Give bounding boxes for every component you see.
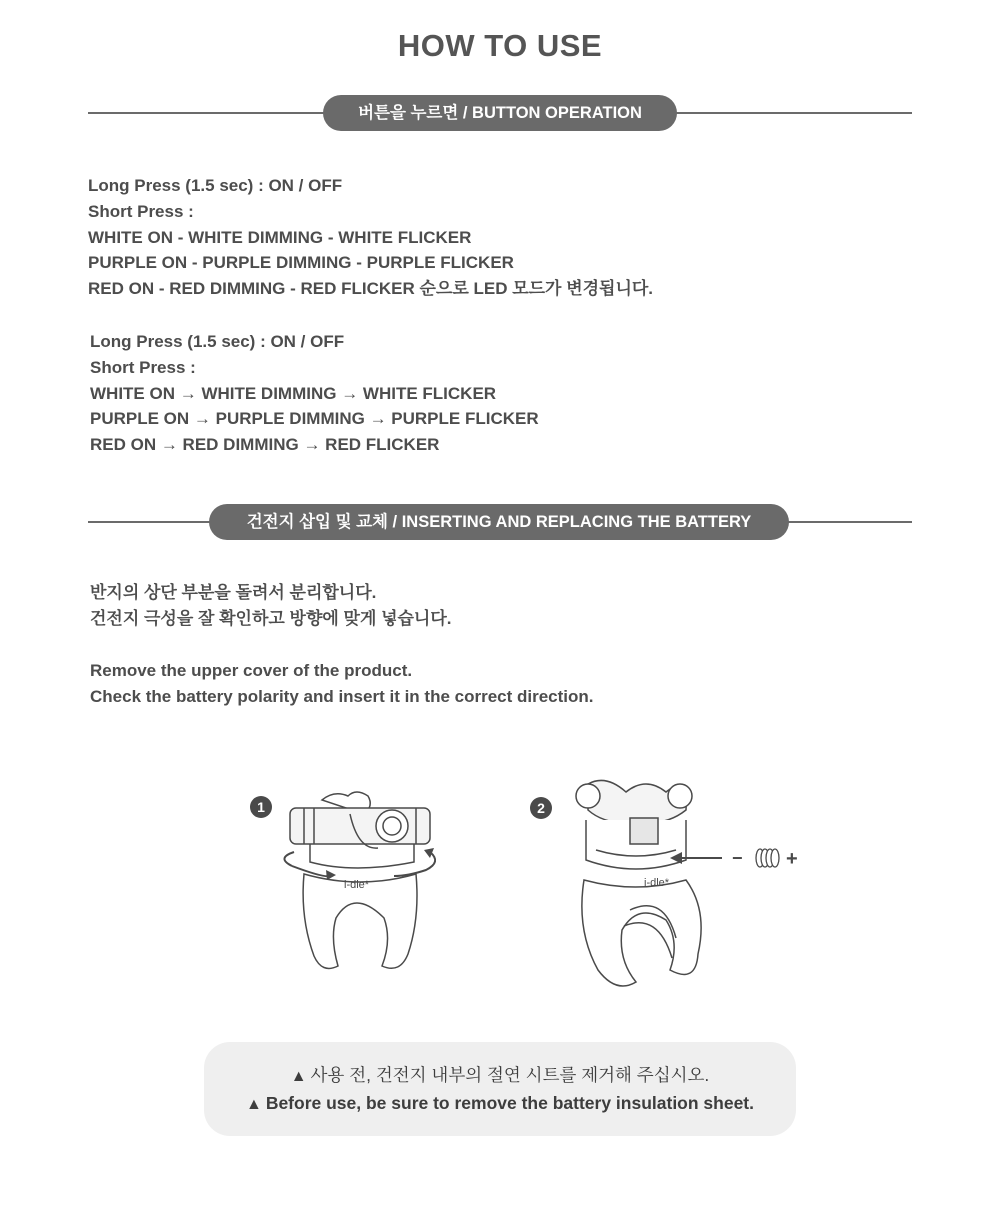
section-heading-button-operation: 버튼을 누르면 / BUTTON OPERATION [323, 95, 677, 131]
instruction-line: Short Press : [88, 201, 194, 221]
instruction-line: Check the battery polarity and insert it in the correct direction. [90, 686, 594, 706]
battery-insert-drawing [526, 770, 816, 1000]
instruction-line: PURPLE ON → PURPLE DIMMING → PURPLE FLICKER [90, 409, 539, 429]
battery-plus-sign: + [786, 848, 798, 870]
instruction-line: 반지의 상단 부분을 돌려서 분리합니다. [90, 583, 377, 602]
warning-korean-text: 사용 전, 건전지 내부의 절연 시트를 제거해 주십시오. [310, 1065, 710, 1085]
battery-instructions-english [90, 658, 594, 710]
button-instructions-korean [88, 173, 653, 302]
button-instructions-english [90, 329, 539, 458]
step1-illustration [244, 778, 464, 994]
warning-english-text: Before use, be sure to remove the battery insulation sheet. [265, 1093, 755, 1113]
battery-instructions-korean [90, 580, 452, 632]
instruction-line: Long Press (1.5 sec) : ON / OFF [88, 176, 343, 195]
battery-minus-sign: − [732, 848, 743, 868]
instruction-line: Short Press : [90, 357, 196, 377]
step-number: 2 [537, 800, 545, 816]
warning-box [204, 1042, 796, 1136]
page-title: HOW TO USE [397, 28, 603, 63]
section-divider-battery [88, 504, 912, 540]
warning-english [204, 1093, 796, 1114]
warning-triangle-icon: ▲ [290, 1068, 307, 1085]
ring-brand-label: i-dle* [344, 879, 370, 891]
warning-korean [204, 1062, 796, 1087]
ring-brand-label: i-dle* [644, 877, 670, 889]
step2-illustration [526, 770, 816, 1000]
instruction-line: Long Press (1.5 sec) : ON / OFF [90, 332, 345, 351]
instruction-line: 건전지 극성을 잘 확인하고 방향에 맞게 넣습니다. [90, 608, 452, 628]
coin-battery-icon [756, 849, 779, 867]
section-heading-battery: 건전지 삽입 및 교체 / INSERTING AND REPLACING THE BATTERY [209, 504, 789, 540]
instruction-line: RED ON → RED DIMMING → RED FLICKER [90, 435, 440, 455]
ring-rotate-drawing [244, 778, 464, 994]
instruction-line: PURPLE ON - PURPLE DIMMING - PURPLE FLICKER [88, 253, 514, 273]
warning-triangle-icon: ▲ [245, 1096, 262, 1113]
instruction-line: WHITE ON - WHITE DIMMING - WHITE FLICKER [88, 227, 472, 247]
instruction-line: RED ON - RED DIMMING - RED FLICKER 순으로 LED 모드가 변경됩니다. [88, 279, 654, 299]
instruction-line: WHITE ON → WHITE DIMMING → WHITE FLICKER [90, 383, 497, 403]
instruction-line: Remove the upper cover of the product. [90, 661, 413, 680]
step-number: 1 [257, 799, 265, 815]
section-divider-button-operation [88, 95, 912, 131]
